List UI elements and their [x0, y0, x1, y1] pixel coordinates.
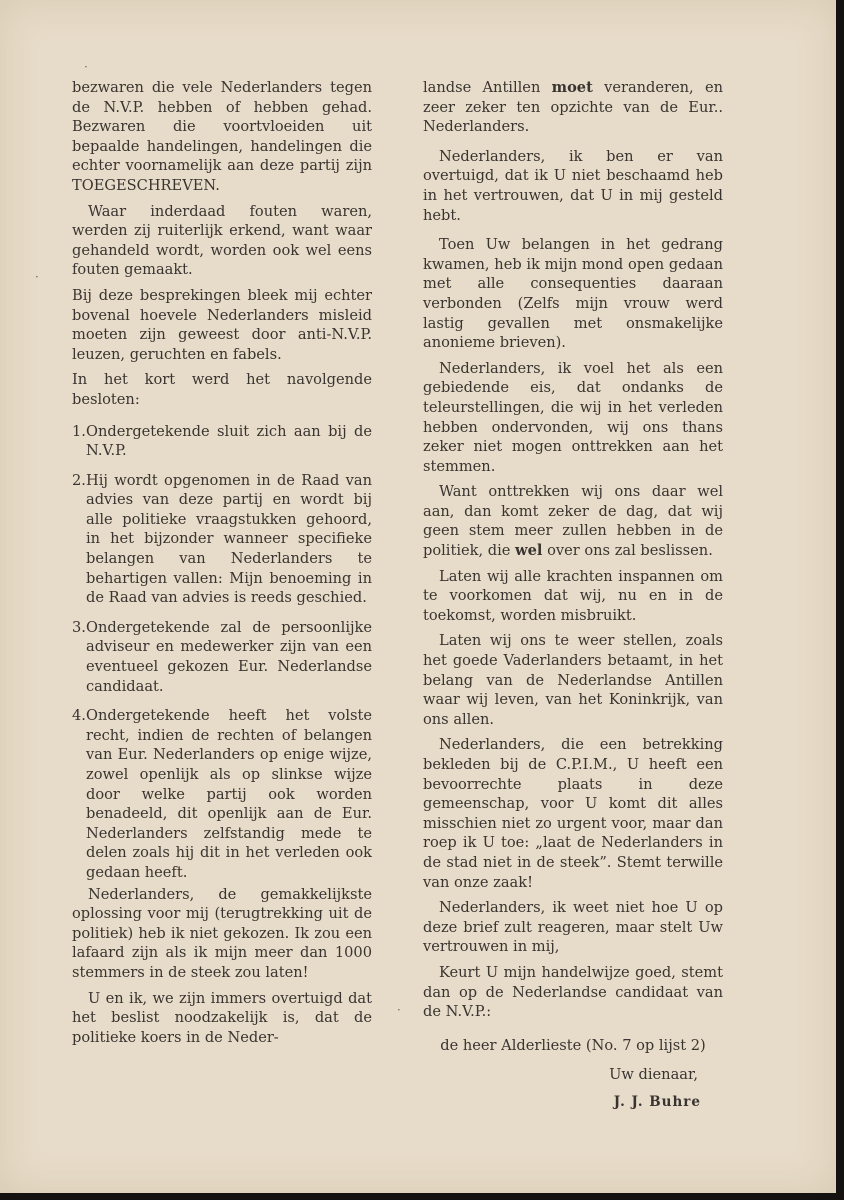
paragraph: Bij deze besprekingen bleek mij echter bovenal hoevele Nederlanders misleid moeten zijn geweest door anti-N.V.P. leuzen, geruchten en fabels.: [72, 286, 372, 363]
paragraph: bezwaren die vele Nederlanders tegen de N.V.P. hebben of hebben gehad. Bezwaren die voortvloeiden uit bepaalde handelingen, handelingen die echter voornamelijk aan deze partij zijn TOEGESCHREVEN.: [72, 79, 372, 194]
paragraph: Toen Uw belangen in het gedrang kwamen, heb ik mijn mond open gedaan met alle consequenties daaraan verbonden (Zelfs mijn vrouw werd lastig gevallen met onsmakelijke anonieme brieven).: [423, 236, 723, 352]
paragraph-text: Want onttrekken wij ons daar wel aan, dan komt zeker de dag, dat wij geen stem meer zullen hebben in de politiek, die: [423, 483, 723, 560]
closing-salutation: Uw dienaar,: [609, 1066, 698, 1084]
list-text: Hij wordt opgenomen in de Raad van advies van deze partij en wordt bij alle politieke vraagstukken gehoord, in het bijzonder wanneer specifieke belangen van Nederlanders te behartigen vallen: Mijn benoeming in de Raad van advies is reeds geschied.: [86, 471, 372, 607]
paragraph-text: veranderen, en zeer zeker ten opzichte van de Eur.. Nederlanders.: [423, 79, 723, 136]
paragraph: Waar inderdaad fouten waren, werden zij ruiterlijk erkend, want waar gehandeld wordt, worden ook wel eens fouten gemaakt.: [72, 202, 372, 279]
scan-edge-right: [836, 0, 844, 1200]
paper-speck-icon: ·: [35, 270, 39, 284]
paragraph: Laten wij ons te weer stellen, zoals het goede Vaderlanders betaamt, in het belang van de Nederlandse Antillen waar wij leven, van het Koninkrijk, van ons allen.: [423, 632, 723, 728]
list-text: Ondergetekende sluit zich aan bij de N.V.P.: [86, 422, 372, 460]
signature-name: J. J. Buhre: [613, 1093, 701, 1110]
paragraph: [423, 482, 723, 560]
paragraph: Nederlanders, ik ben er van overtuigd, dat ik U niet beschaamd heb in het vertrouwen, dat U in mij gesteld hebt.: [423, 147, 723, 224]
paragraph: Nederlanders, ik voel het als een gebiedende eis, dat ondanks de teleurstellingen, die wij in het verleden hebben ondervonden, wij ons thans zeker niet mogen onttrekken aan het stemmen.: [423, 359, 723, 475]
list-text: Ondergetekende zal de persoonlijke adviseur en medewerker zijn van een eventueel gekozen Eur. Nederlandse candidaat.: [86, 618, 372, 695]
candidate-line: de heer Alderlieste (No. 7 op lijst 2): [440, 1036, 706, 1054]
scan-edge-bottom: [0, 1193, 844, 1200]
list-text: Ondergetekende heeft het volste recht, indien de rechten of belangen van Eur. Nederlanders op enige wijze, zowel openlijk als op slinkse wijze door welke partij ook worden benadeeld, dit openlijk aan de Eur. Nederlanders zelfstandig mede te delen zoals hij dit in het verleden ook gedaan heeft.: [86, 707, 372, 881]
paragraph: U en ik, we zijn immers overtuigd dat het beslist noodzakelijk is, dat de politieke koers in de Neder-: [72, 989, 372, 1046]
paragraph: Nederlanders, die een betrekking bekleden bij de C.P.I.M., U heeft een bevoorrechte plaats in deze gemeenschap, voor U komt dit alles misschien niet zo urgent voor, maar dan roep ik U toe: „laat de Nederlanders in de stad niet in de steek”. Stemt terwille van onze zaak!: [423, 736, 723, 891]
list-number: 2.: [72, 471, 86, 489]
list-item: [72, 471, 372, 608]
emphasis-text: wel: [515, 542, 543, 560]
list-item: [72, 706, 372, 882]
paragraph-text: landse Antillen: [423, 79, 552, 96]
paper-speck-icon: ·: [397, 1003, 401, 1017]
paragraph-text: over ons zal beslissen.: [542, 542, 713, 560]
paragraph: Keurt U mijn handelwijze goed, stemt dan op de Nederlandse candidaat van de N.V.P.:: [423, 963, 723, 1021]
paragraph: Nederlanders, ik weet niet hoe U op deze brief zult reageren, maar stelt Uw vertrouwen in mij,: [423, 899, 723, 956]
emphasis-text: moet: [551, 79, 593, 96]
list-number: 1.: [72, 422, 86, 440]
right-column: [423, 78, 723, 1113]
paragraph: [423, 78, 723, 137]
left-column: [72, 78, 372, 1053]
list-number: 3.: [72, 618, 86, 636]
paragraph: Laten wij alle krachten inspannen om te voorkomen dat wij, nu en in de toekomst, worden misbruikt.: [423, 567, 723, 624]
list-item: [72, 422, 372, 461]
paragraph: In het kort werd het navolgende besloten:: [72, 371, 372, 408]
paper-speck-icon: ·: [84, 60, 88, 74]
list-item: [72, 618, 372, 696]
list-number: 4.: [72, 707, 86, 725]
paragraph: Nederlanders, de gemakkelijkste oplossing voor mij (terugtrekking uit de politiek) heb ik niet gekozen. Ik zou een lafaard zijn als ik mijn meer dan 1000 stemmers in de steek zou laten!: [72, 885, 372, 981]
